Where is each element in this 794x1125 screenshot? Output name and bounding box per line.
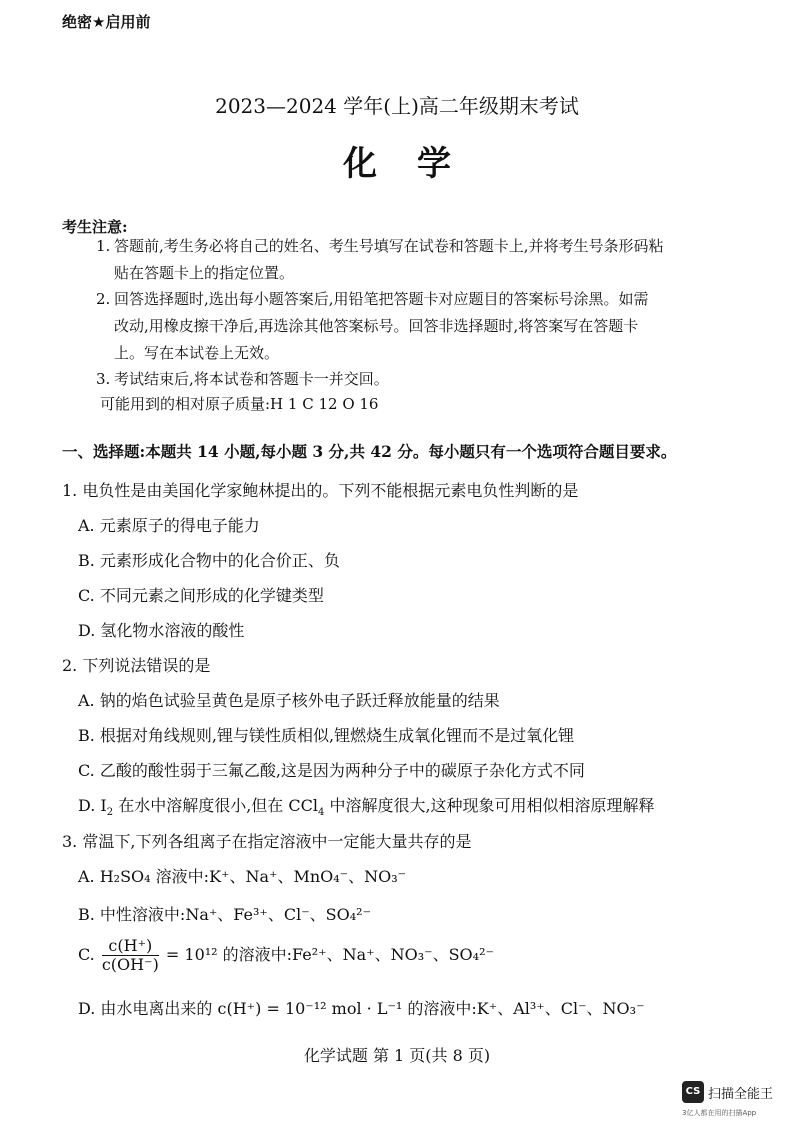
subscript: 2 — [106, 807, 114, 819]
confidential-label: 绝密★启用前 — [62, 13, 151, 31]
notice-item-1 — [96, 233, 736, 287]
notice-line: 改动,用橡皮擦干净后,再选涂其他答案标号。回答非选择题时,将答案写在答题卡 — [114, 317, 639, 335]
subscript: 4 — [318, 807, 325, 819]
section-title: 一、选择题:本题共 14 小题,每小题 3 分,共 42 分。每小题只有一个选项符合题目要求。 — [62, 442, 677, 461]
question-1-option-d: D. 氢化物水溶液的酸性 — [78, 621, 245, 640]
page-footer: 化学试题 第 1 页(共 8 页) — [303, 1046, 491, 1065]
fraction-denominator: c(OH⁻) — [101, 955, 159, 974]
notice-line: 考试结束后,将本试卷和答题卡一并交回。 — [114, 370, 389, 388]
notice-heading: 考生注意: — [62, 218, 128, 236]
watermark-tagline: 3亿人都在用的扫描App — [682, 1109, 757, 1117]
question-2-option-d — [78, 793, 655, 818]
option-label: C. — [78, 945, 100, 964]
concentration-fraction — [102, 937, 159, 974]
option-text: = 10¹² 的溶液中:Fe²⁺、Na⁺、NO₃⁻、SO₄²⁻ — [160, 945, 494, 964]
watermark-name: 扫描全能王 — [708, 1087, 774, 1102]
notice-line: 贴在答题卡上的指定位置。 — [114, 264, 295, 282]
question-3-option-c — [78, 937, 494, 974]
question-2-option-c: C. 乙酸的酸性弱于三氟乙酸,这是因为两种分子中的碳原子杂化方式不同 — [78, 761, 585, 780]
question-3-option-b: B. 中性溶液中:Na⁺、Fe³⁺、Cl⁻、SO₄²⁻ — [78, 905, 372, 924]
question-1-option-a: A. 元素原子的得电子能力 — [78, 516, 260, 535]
notice-item-2 — [96, 286, 736, 367]
question-2-option-b: B. 根据对角线规则,锂与镁性质相似,锂燃烧生成氧化锂而不是过氧化锂 — [78, 726, 575, 745]
notice-line: 上。写在本试卷上无效。 — [114, 344, 280, 362]
question-2-option-a: A. 钠的焰色试验呈黄色是原子核外电子跃迁释放能量的结果 — [78, 691, 500, 710]
question-3-option-d: D. 由水电离出来的 c(H⁺) = 10⁻¹² mol · L⁻¹ 的溶液中:K⁺、Al³⁺、Cl⁻、NO₃⁻ — [78, 999, 645, 1018]
exam-title: 2023—2024 学年(上)高二年级期末考试 — [215, 94, 579, 118]
notice-number: 3. — [96, 370, 111, 388]
notice-number: 2. — [96, 290, 111, 308]
notice-item-3 — [96, 366, 736, 393]
option-text: 中溶解度很大,这种现象可用相似相溶原理解释 — [324, 796, 655, 815]
question-2-stem: 2. 下列说法错误的是 — [62, 656, 211, 675]
notice-line: 回答选择题时,选出每小题答案后,用铅笔把答题卡对应题目的答案标号涂黑。如需 — [114, 290, 649, 308]
scanner-watermark — [682, 1081, 786, 1121]
atomic-mass-note: 可能用到的相对原子质量:H 1 C 12 O 16 — [100, 395, 379, 413]
question-1-option-c: C. 不同元素之间形成的化学键类型 — [78, 586, 324, 605]
notice-number: 1. — [96, 237, 111, 255]
option-text: D. I — [78, 796, 107, 815]
question-3-option-a: A. H₂SO₄ 溶液中:K⁺、Na⁺、MnO₄⁻、NO₃⁻ — [78, 867, 407, 886]
option-text: 在水中溶解度很小,但在 CCl — [113, 796, 318, 815]
question-3-stem: 3. 常温下,下列各组离子在指定溶液中一定能大量共存的是 — [62, 832, 472, 851]
subject-title: 化学 — [343, 144, 491, 184]
notice-line: 答题前,考生务必将自己的姓名、考生号填写在试卷和答题卡上,并将考生号条形码粘 — [114, 237, 664, 255]
fraction-numerator: c(H⁺) — [102, 937, 159, 956]
question-1-option-b: B. 元素形成化合物中的化合价正、负 — [78, 551, 340, 570]
question-1-stem: 1. 电负性是由美国化学家鲍林提出的。下列不能根据元素电负性判断的是 — [62, 481, 579, 500]
camscanner-logo-icon: CS — [682, 1081, 704, 1103]
